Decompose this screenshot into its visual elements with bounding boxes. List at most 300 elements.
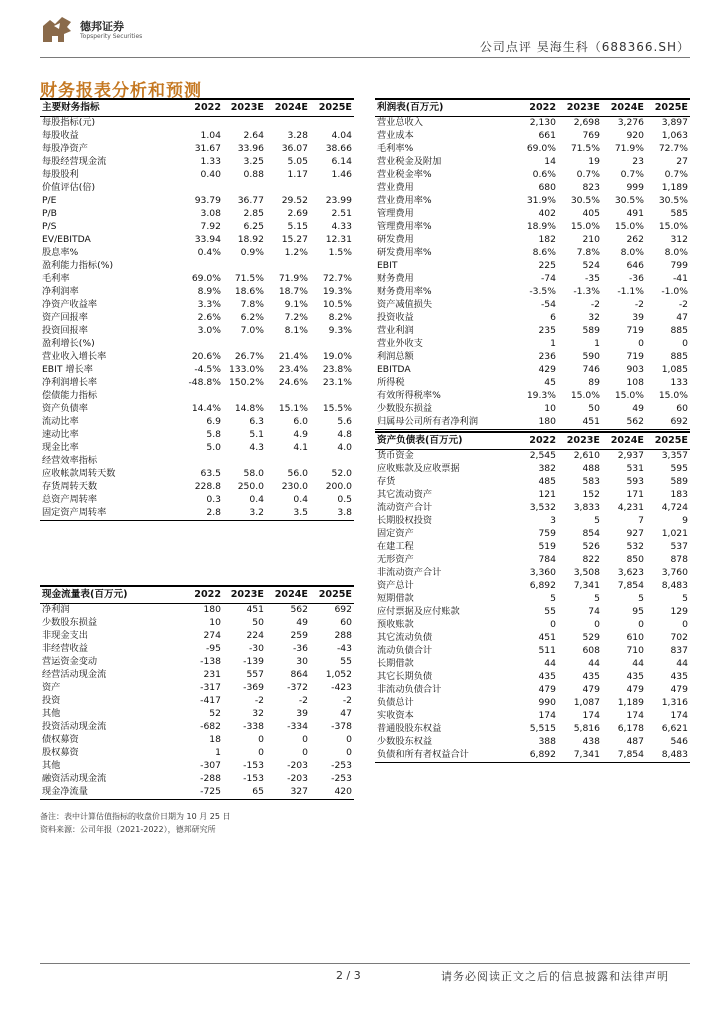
row-label-cell: 非现金支出 — [42, 630, 88, 642]
value-cell: 9 — [682, 515, 688, 527]
table-row — [40, 156, 354, 169]
value-cell: 4.3 — [249, 442, 264, 454]
row-label-cell: 每股净资产 — [42, 143, 88, 155]
value-cell: 3.08 — [200, 208, 221, 220]
value-cell: 850 — [626, 554, 644, 566]
table-header-row — [375, 432, 690, 450]
value-cell: 5 — [550, 593, 556, 605]
table-row — [40, 364, 354, 377]
value-cell: 56.0 — [287, 468, 308, 480]
value-cell: 5 — [682, 593, 688, 605]
table-row — [40, 429, 354, 442]
value-cell: 0.7% — [664, 169, 688, 181]
row-label-cell: 营业收入增长率 — [42, 351, 107, 363]
value-cell: 0.9% — [240, 247, 264, 259]
value-cell: 5.05 — [287, 156, 308, 168]
value-cell: 133.0% — [228, 364, 264, 376]
year-header-cell: 2022 — [180, 586, 223, 604]
value-cell: 182 — [538, 234, 556, 246]
table-row — [375, 567, 690, 580]
value-cell — [223, 117, 266, 131]
value-cell: 15.0% — [614, 390, 644, 402]
year-header-cell: 2022 — [515, 99, 558, 117]
value-cell: -317 — [200, 682, 221, 694]
value-cell: 864 — [290, 669, 308, 681]
table-row — [40, 299, 354, 312]
table-row — [375, 554, 690, 567]
row-label-cell: 盈利增长(%) — [42, 338, 95, 350]
value-cell: 12.31 — [325, 234, 352, 246]
value-cell: -3.5% — [529, 286, 556, 298]
value-cell: 50 — [252, 617, 264, 629]
value-cell: 69.0% — [526, 143, 556, 155]
value-cell: 4.0 — [337, 442, 352, 454]
value-cell: 9.1% — [284, 299, 308, 311]
value-cell: -153 — [243, 760, 264, 772]
header-divider — [40, 57, 690, 58]
year-header-cell: 2024E — [602, 99, 646, 117]
row-label-cell: 毛利率% — [377, 143, 414, 155]
value-cell: 429 — [538, 364, 556, 376]
value-cell: 3,532 — [529, 502, 556, 514]
value-cell: 405 — [582, 208, 600, 220]
value-cell — [310, 390, 354, 403]
value-cell: -334 — [287, 721, 308, 733]
value-cell: 45 — [544, 377, 556, 389]
value-cell: 36.77 — [237, 195, 264, 207]
value-cell: 5.8 — [206, 429, 221, 441]
value-cell: -203 — [287, 760, 308, 772]
value-cell: 55 — [340, 656, 352, 668]
value-cell: 38.66 — [325, 143, 352, 155]
value-cell: -417 — [200, 695, 221, 707]
value-cell: 8.0% — [664, 247, 688, 259]
income-statement-table — [375, 98, 690, 430]
table-row — [40, 604, 354, 618]
value-cell: 30.5% — [570, 195, 600, 207]
year-header-cell: 2024E — [266, 99, 310, 117]
value-cell: 885 — [670, 351, 688, 363]
table-row — [40, 773, 354, 786]
value-cell: -30 — [248, 643, 264, 655]
table-row — [375, 286, 690, 299]
value-cell: 532 — [626, 541, 644, 553]
row-label-cell: 投资回报率 — [42, 325, 88, 337]
value-cell: 19.3% — [322, 286, 352, 298]
table-row — [40, 403, 354, 416]
main-indicators-table — [40, 98, 354, 521]
value-cell: 1,021 — [661, 528, 688, 540]
year-header-cell: 2023E — [223, 586, 266, 604]
value-cell: 0.5 — [337, 494, 352, 506]
value-cell: -307 — [200, 760, 221, 772]
value-cell: 6,892 — [515, 749, 558, 763]
value-cell: 7.92 — [200, 221, 221, 233]
value-cell: 589 — [670, 476, 688, 488]
value-cell: 174 — [582, 710, 600, 722]
value-cell: 44 — [544, 658, 556, 670]
value-cell: 36.07 — [281, 143, 308, 155]
value-cell: 2.6% — [197, 312, 221, 324]
value-cell: 15.0% — [570, 221, 600, 233]
value-cell: -288 — [200, 773, 221, 785]
row-label-cell: 营业费用 — [377, 182, 414, 194]
value-cell: 885 — [670, 325, 688, 337]
value-cell: 610 — [626, 632, 644, 644]
row-label-cell: 预收账款 — [377, 619, 414, 631]
value-cell: 999 — [626, 182, 644, 194]
value-cell: 0 — [682, 619, 688, 631]
value-cell: 593 — [626, 476, 644, 488]
value-cell: 8,483 — [646, 749, 690, 763]
value-cell: 0 — [346, 747, 352, 759]
value-cell: 312 — [670, 234, 688, 246]
table-row — [375, 671, 690, 684]
value-cell: 759 — [538, 528, 556, 540]
row-label-cell: 其它流动负债 — [377, 632, 433, 644]
value-cell: 3,276 — [617, 117, 644, 129]
value-cell: 89 — [588, 377, 600, 389]
value-cell: 3.25 — [243, 156, 264, 168]
value-cell: 6.9 — [206, 416, 221, 428]
table-row — [40, 247, 354, 260]
value-cell: 1,085 — [661, 364, 688, 376]
value-cell: 44 — [676, 658, 688, 670]
value-cell: 250.0 — [237, 481, 264, 493]
value-cell: 55 — [544, 606, 556, 618]
value-cell: 174 — [626, 710, 644, 722]
table-row — [40, 390, 354, 403]
row-label-cell: 非流动负债合计 — [377, 684, 442, 696]
value-cell: 990 — [538, 697, 556, 709]
value-cell: 6 — [550, 312, 556, 324]
table-row — [375, 463, 690, 476]
value-cell: 32 — [588, 312, 600, 324]
table-row — [40, 273, 354, 286]
value-cell: 0.3 — [206, 494, 221, 506]
value-cell: 18 — [209, 734, 221, 746]
value-cell — [310, 455, 354, 468]
value-cell: -153 — [243, 773, 264, 785]
value-cell: 0.4 — [293, 494, 308, 506]
value-cell: 878 — [670, 554, 688, 566]
table-row — [40, 169, 354, 182]
value-cell: 174 — [538, 710, 556, 722]
row-label-cell: 固定资产 — [377, 528, 414, 540]
value-cell: 0 — [638, 619, 644, 631]
value-cell: 228.8 — [194, 481, 221, 493]
value-cell: 20.6% — [191, 351, 221, 363]
value-cell: 50 — [588, 403, 600, 415]
table-row — [375, 403, 690, 416]
row-label-cell: 长期股权投资 — [377, 515, 433, 527]
value-cell: 19.0% — [322, 351, 352, 363]
value-cell — [223, 338, 266, 351]
table-row — [375, 749, 690, 763]
value-cell: 65 — [223, 786, 266, 800]
value-cell: 7.0% — [240, 325, 264, 337]
value-cell: 1.2% — [284, 247, 308, 259]
value-cell — [310, 338, 354, 351]
value-cell: -2 — [634, 299, 644, 311]
value-cell: 47 — [676, 312, 688, 324]
row-label-cell: 利润总额 — [377, 351, 414, 363]
value-cell: -725 — [180, 786, 223, 800]
value-cell: 152 — [582, 489, 600, 501]
value-cell: 595 — [670, 463, 688, 475]
table-row — [40, 286, 354, 299]
row-label-cell: 货币资金 — [377, 450, 414, 462]
valuation-note: 备注：表中计算估值指标的收盘价日期为 10 月 25 日 — [40, 812, 231, 821]
table-row — [40, 195, 354, 208]
value-cell: 903 — [626, 364, 644, 376]
row-label-cell: 股息率% — [42, 247, 79, 259]
value-cell: 47 — [340, 708, 352, 720]
table-row — [375, 450, 690, 464]
value-cell: 1.04 — [200, 130, 221, 142]
value-cell — [310, 182, 354, 195]
value-cell: 0.6% — [532, 169, 556, 181]
value-cell: 746 — [582, 364, 600, 376]
row-label-cell: 现金比率 — [42, 442, 79, 454]
table-row — [375, 658, 690, 671]
value-cell: 7.8% — [576, 247, 600, 259]
value-cell — [180, 182, 223, 195]
value-cell: 10.5% — [322, 299, 352, 311]
table-row — [375, 528, 690, 541]
value-cell: 5 — [594, 515, 600, 527]
value-cell: 71.9% — [614, 143, 644, 155]
value-cell: 562 — [290, 604, 308, 616]
value-cell: 519 — [538, 541, 556, 553]
value-cell: 2.69 — [287, 208, 308, 220]
row-label-cell: EV/EBITDA — [42, 234, 91, 246]
row-label-cell: 实收资本 — [377, 710, 414, 722]
value-cell — [180, 260, 223, 273]
row-label-cell: 其它流动资产 — [377, 489, 433, 501]
value-cell: 661 — [538, 130, 556, 142]
value-cell — [180, 455, 223, 468]
value-cell: 546 — [670, 736, 688, 748]
table-row — [40, 760, 354, 773]
value-cell: 32 — [252, 708, 264, 720]
row-label-cell: 负债和所有者权益合计 — [375, 749, 515, 763]
value-cell: 435 — [582, 671, 600, 683]
row-label-cell: 营运资金变动 — [42, 656, 98, 668]
table-row — [40, 351, 354, 364]
value-cell: -378 — [331, 721, 352, 733]
table-row — [40, 468, 354, 481]
value-cell: 171 — [626, 489, 644, 501]
row-label-cell: 财务费用率% — [377, 286, 432, 298]
row-label-cell: 无形资产 — [377, 554, 414, 566]
table-row — [375, 416, 690, 430]
table-row — [375, 580, 690, 593]
row-label-cell: 每股股利 — [42, 169, 79, 181]
value-cell: 44 — [588, 658, 600, 670]
row-label-cell: 流动负债合计 — [377, 645, 433, 657]
value-cell: 0 — [258, 734, 264, 746]
table-row — [375, 195, 690, 208]
value-cell — [266, 182, 310, 195]
value-cell: 15.0% — [658, 221, 688, 233]
value-cell: 15.1% — [278, 403, 308, 415]
value-cell: 72.7% — [658, 143, 688, 155]
table-row — [40, 708, 354, 721]
value-cell: 4,724 — [661, 502, 688, 514]
row-label-cell: 流动资产合计 — [377, 502, 433, 514]
value-cell: 288 — [334, 630, 352, 642]
value-cell: 15.0% — [614, 221, 644, 233]
value-cell: 435 — [538, 671, 556, 683]
value-cell: 5.0 — [206, 442, 221, 454]
value-cell: 9.3% — [328, 325, 352, 337]
table-row — [40, 416, 354, 429]
table-row — [40, 643, 354, 656]
value-cell: 5,816 — [573, 723, 600, 735]
value-cell: 382 — [538, 463, 556, 475]
value-cell: 485 — [538, 476, 556, 488]
row-label-cell: 管理费用率% — [377, 221, 432, 233]
value-cell: 5,515 — [529, 723, 556, 735]
value-cell: -2 — [298, 695, 308, 707]
value-cell: 537 — [670, 541, 688, 553]
table-row — [40, 455, 354, 468]
table-row — [40, 734, 354, 747]
row-label-cell: 资产 — [42, 682, 61, 694]
row-label-cell: 在建工程 — [377, 541, 414, 553]
source-note: 资料来源：公司年报（2021-2022），德邦研究所 — [40, 825, 216, 834]
value-cell — [266, 455, 310, 468]
value-cell: 58.0 — [243, 468, 264, 480]
value-cell: 1.33 — [200, 156, 221, 168]
legal-disclaimer: 请务必阅读正文之后的信息披露和法律声明 — [441, 970, 669, 983]
value-cell: 3,623 — [617, 567, 644, 579]
row-label-cell: 少数股东损益 — [42, 617, 98, 629]
table-row — [40, 747, 354, 760]
value-cell: 3,897 — [661, 117, 688, 129]
table-row — [40, 617, 354, 630]
row-label-cell: 资产减值损失 — [377, 299, 433, 311]
value-cell: 30.5% — [614, 195, 644, 207]
value-cell: -2 — [590, 299, 600, 311]
value-cell: 692 — [334, 604, 352, 616]
value-cell: 1,063 — [661, 130, 688, 142]
value-cell: -43 — [336, 643, 352, 655]
table-row — [375, 619, 690, 632]
value-cell: -423 — [331, 682, 352, 694]
value-cell: 3.3% — [197, 299, 221, 311]
value-cell: 1 — [550, 338, 556, 350]
value-cell: 585 — [670, 208, 688, 220]
value-cell: 71.5% — [570, 143, 600, 155]
table-row — [375, 182, 690, 195]
value-cell: 0.4 — [249, 494, 264, 506]
row-label-cell: 短期借款 — [377, 593, 414, 605]
company-logo-icon — [40, 14, 74, 46]
value-cell: 562 — [602, 416, 646, 430]
value-cell: 3.2 — [223, 507, 266, 521]
table-row — [40, 721, 354, 734]
table-row — [375, 234, 690, 247]
value-cell: 27 — [676, 156, 688, 168]
row-label-cell: 经营活动现金流 — [42, 669, 107, 681]
value-cell: -372 — [287, 682, 308, 694]
value-cell: 4.1 — [293, 442, 308, 454]
row-label-cell: 财务费用 — [377, 273, 414, 285]
value-cell: 2,130 — [529, 117, 556, 129]
value-cell: 8.1% — [284, 325, 308, 337]
value-cell: 451 — [558, 416, 602, 430]
value-cell: 7,854 — [617, 580, 644, 592]
row-label-cell: 所得税 — [377, 377, 405, 389]
year-header-cell: 2022 — [180, 99, 223, 117]
value-cell: -95 — [205, 643, 221, 655]
value-cell — [180, 117, 223, 131]
value-cell: 2,698 — [573, 117, 600, 129]
value-cell: 69.0% — [191, 273, 221, 285]
value-cell: 1,052 — [325, 669, 352, 681]
value-cell: -2 — [254, 695, 264, 707]
value-cell: 0 — [346, 734, 352, 746]
value-cell: 5 — [594, 593, 600, 605]
table-row — [375, 736, 690, 749]
value-cell: 14.4% — [191, 403, 221, 415]
table-row — [40, 182, 354, 195]
value-cell — [223, 390, 266, 403]
value-cell: 60 — [340, 617, 352, 629]
value-cell: 2,937 — [617, 450, 644, 462]
value-cell: 3.8 — [310, 507, 354, 521]
value-cell: 26.7% — [234, 351, 264, 363]
table-row — [375, 221, 690, 234]
report-type-and-ticker: 公司点评 昊海生科（688366.SH） — [479, 40, 690, 54]
value-cell: 3.28 — [287, 130, 308, 142]
value-cell: 18.92 — [237, 234, 264, 246]
row-label-cell: 投资收益 — [377, 312, 414, 324]
value-cell — [266, 338, 310, 351]
value-cell: 526 — [582, 541, 600, 553]
table-title-cell: 利润表(百万元) — [375, 99, 515, 117]
value-cell: -369 — [243, 682, 264, 694]
value-cell: 21.4% — [278, 351, 308, 363]
value-cell: 854 — [582, 528, 600, 540]
row-label-cell: 盈利能力指标(%) — [42, 260, 114, 272]
table-row — [40, 234, 354, 247]
value-cell: 3,760 — [661, 567, 688, 579]
year-header-cell: 2024E — [602, 432, 646, 450]
value-cell: -2 — [342, 695, 352, 707]
value-cell: 210 — [582, 234, 600, 246]
value-cell: 6.25 — [243, 221, 264, 233]
value-cell: 7 — [638, 515, 644, 527]
value-cell: 2.51 — [331, 208, 352, 220]
value-cell: 7.2% — [284, 312, 308, 324]
value-cell: 702 — [670, 632, 688, 644]
table-row — [40, 312, 354, 325]
value-cell: 388 — [538, 736, 556, 748]
table-row — [375, 130, 690, 143]
table-row — [40, 338, 354, 351]
value-cell: 39 — [632, 312, 644, 324]
value-cell: -253 — [331, 760, 352, 772]
value-cell: 920 — [626, 130, 644, 142]
value-cell: 1 — [594, 338, 600, 350]
value-cell: 583 — [582, 476, 600, 488]
row-label-cell: 净资产收益率 — [42, 299, 98, 311]
value-cell: 0.88 — [243, 169, 264, 181]
value-cell: 6.0 — [293, 416, 308, 428]
